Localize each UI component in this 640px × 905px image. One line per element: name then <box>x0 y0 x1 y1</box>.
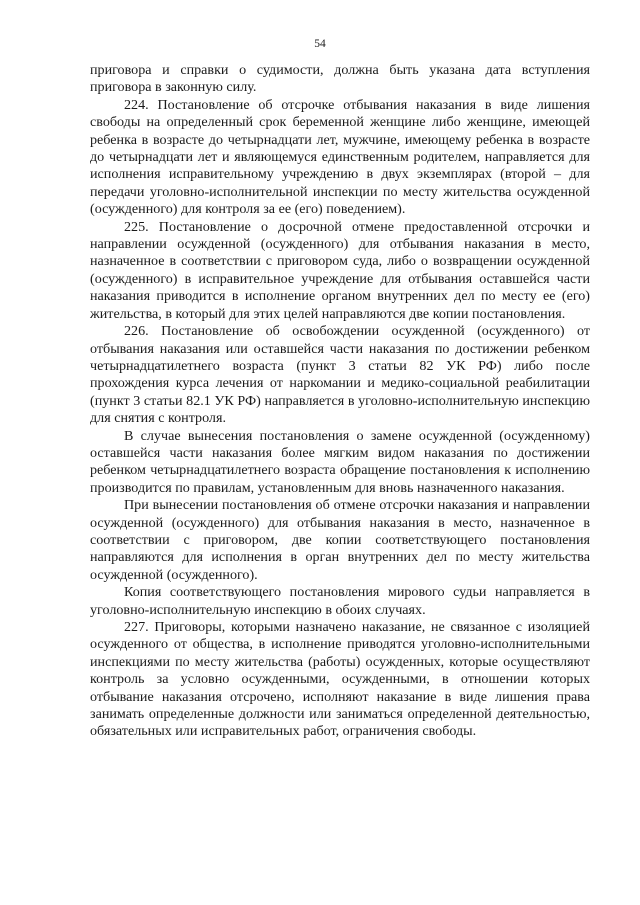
paragraph-226-copy: Копия соответствующего постановления мирового судьи направляется в уголовно-исполнительную инспекцию в обоих случаях. <box>90 584 590 618</box>
body-text <box>90 62 590 741</box>
paragraph-226-cancellation: При вынесении постановления об отмене отсрочки наказания и направлении осужденной (осужденного) для отбывания наказания в место, назначенное в соответствии с приговором, две копии соответствующего постановления направляются для исполнения в орган внутренних дел по месту жительства осужденной (осужденного). <box>90 497 590 583</box>
paragraph-continuation: приговора и справки о судимости, должна быть указана дата вступления приговора в законную силу. <box>90 62 590 96</box>
paragraph-225: 225. Постановление о досрочной отмене предоставленной отсрочки и направлении осужденной (осужденного) для отбывания наказания в место, назначенное в соответствии с приговором суда, либо о возвращении осужденной (осужденного) в исправительное учреждение для отбывания оставшейся части наказания приводится в исполнение органом внутренних дел по месту ее (его) жительства, в который для этих целей направляются две копии постановления. <box>90 218 590 322</box>
paragraph-226-replacement: В случае вынесения постановления о замене осужденной (осужденному) оставшейся части наказания более мягким видом наказания по достижении ребенком четырнадцатилетнего возраста обращение постановления к исполнению производится по правилам, установленным для вновь назначенного наказания. <box>90 427 590 496</box>
paragraph-227: 227. Приговоры, которыми назначено наказание, не связанное с изоляцией осужденного от общества, в исполнение приводятся уголовно-исполнительными инспекциями по месту жительства (работы) осужденных, которые осуществляют контроль за условно осужденными, осужденными, в отношении которых отбывание наказания отсрочено, исполняют наказание в виде лишения права занимать определенные должности или заниматься определенной деятельностью, обязательных или исправительных работ, ограничения свободы. <box>90 619 590 740</box>
page-number: 54 <box>314 38 326 50</box>
paragraph-226: 226. Постановление об освобождении осужденной (осужденного) от отбывания наказания или оставшейся части наказания по достижении ребенком четырнадцатилетнего возраста (пункт 3 статьи 82 УК РФ) либо после прохождения курса лечения от наркомании и медико-социальной реабилитации (пункт 3 статьи 82.1 УК РФ) направляется в уголовно-исполнительную инспекцию для снятия с контроля. <box>90 323 590 427</box>
paragraph-224: 224. Постановление об отсрочке отбывания наказания в виде лишения свободы на определенный срок беременной женщине либо женщине, имеющей ребенка в возрасте до четырнадцати лет, мужчине, имеющему ребенка в возрасте до четырнадцати лет и являющемуся единственным родителем, направляется для исполнения исправительному учреждению в двух экземплярах (второй – для передачи уголовно-исполнительной инспекции по месту жительства осужденной (осужденного) для контроля за ее (его) поведением). <box>90 96 590 218</box>
